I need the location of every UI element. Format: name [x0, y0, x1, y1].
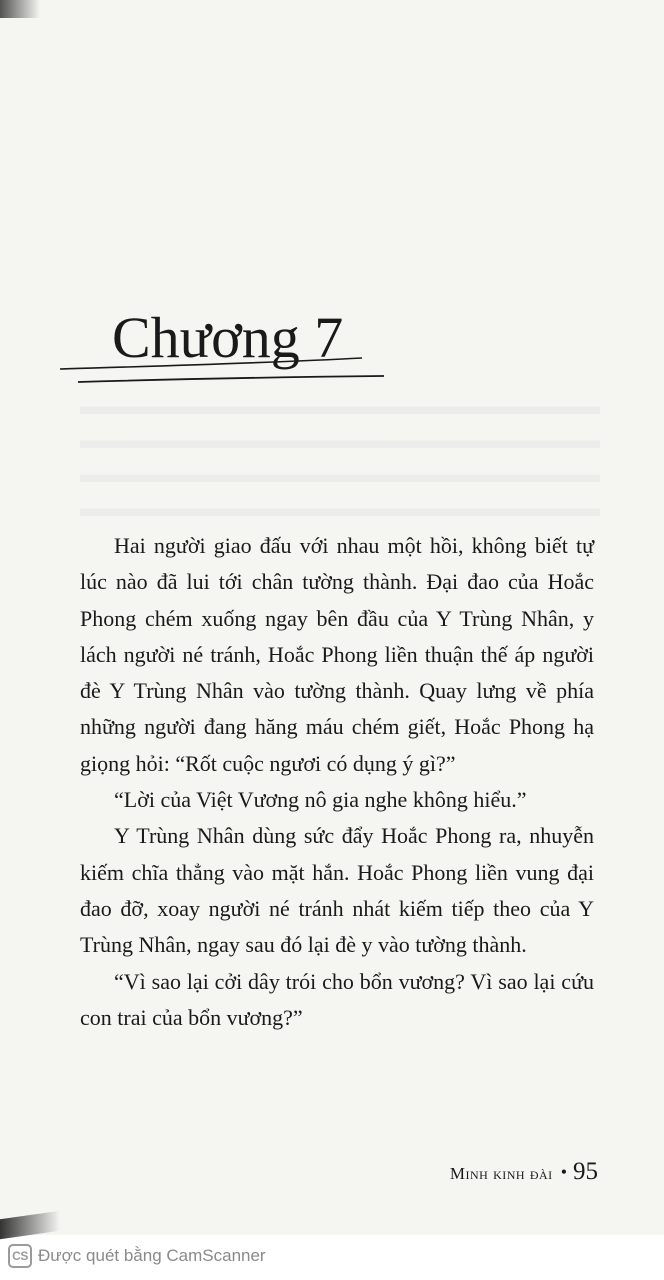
underline-lower-stroke — [78, 376, 384, 382]
paragraph: Y Trùng Nhân dùng sức đẩy Hoắc Phong ra, nhuyễn kiếm chĩa thẳng vào mặt hắn. Hoắc Phong liền vung đại đao đỡ, xoay người né tránh nhát kiếm tiếp theo của Y Trùng Nhân, ngay sau đó lại đè y vào tường thành. — [80, 823, 594, 958]
page-footer — [450, 1158, 598, 1186]
paragraph: Hai người giao đấu với nhau một hồi, không biết tự lúc nào đã lui tới chân tường thành. Đại đao của Hoắc Phong chém xuống ngay bên đầu của Y Trùng Nhân, y lách người né tránh, Hoắc Phong liền thuận thế áp người đè Y Trùng Nhân vào tường thành. Quay lưng về phía những người đang hăng máu chém giết, Hoắc Phong hạ giọng hỏi: “Rốt cuộc ngươi có dụng ý gì?” — [80, 533, 594, 776]
underline-upper-stroke — [60, 358, 362, 369]
running-title: Minh kinh đài — [449, 1164, 553, 1183]
footer-bullet: • — [560, 1162, 567, 1182]
camscanner-logo-icon: CS — [8, 1244, 32, 1268]
watermark-text: Được quét bằng CamScanner — [38, 1246, 266, 1265]
paragraph: “Vì sao lại cởi dây trói cho bổn vương? Vì sao lại cứu con trai của bổn vương?” — [80, 968, 594, 1030]
scanner-watermark — [8, 1244, 266, 1268]
chapter-body — [80, 528, 594, 1036]
chapter-heading-underline — [0, 0, 664, 420]
chapter-heading: Chương 7 — [112, 305, 344, 370]
paragraph: “Lời của Việt Vương nô gia nghe không hiểu.” — [114, 787, 527, 813]
page-number: 95 — [573, 1158, 598, 1185]
